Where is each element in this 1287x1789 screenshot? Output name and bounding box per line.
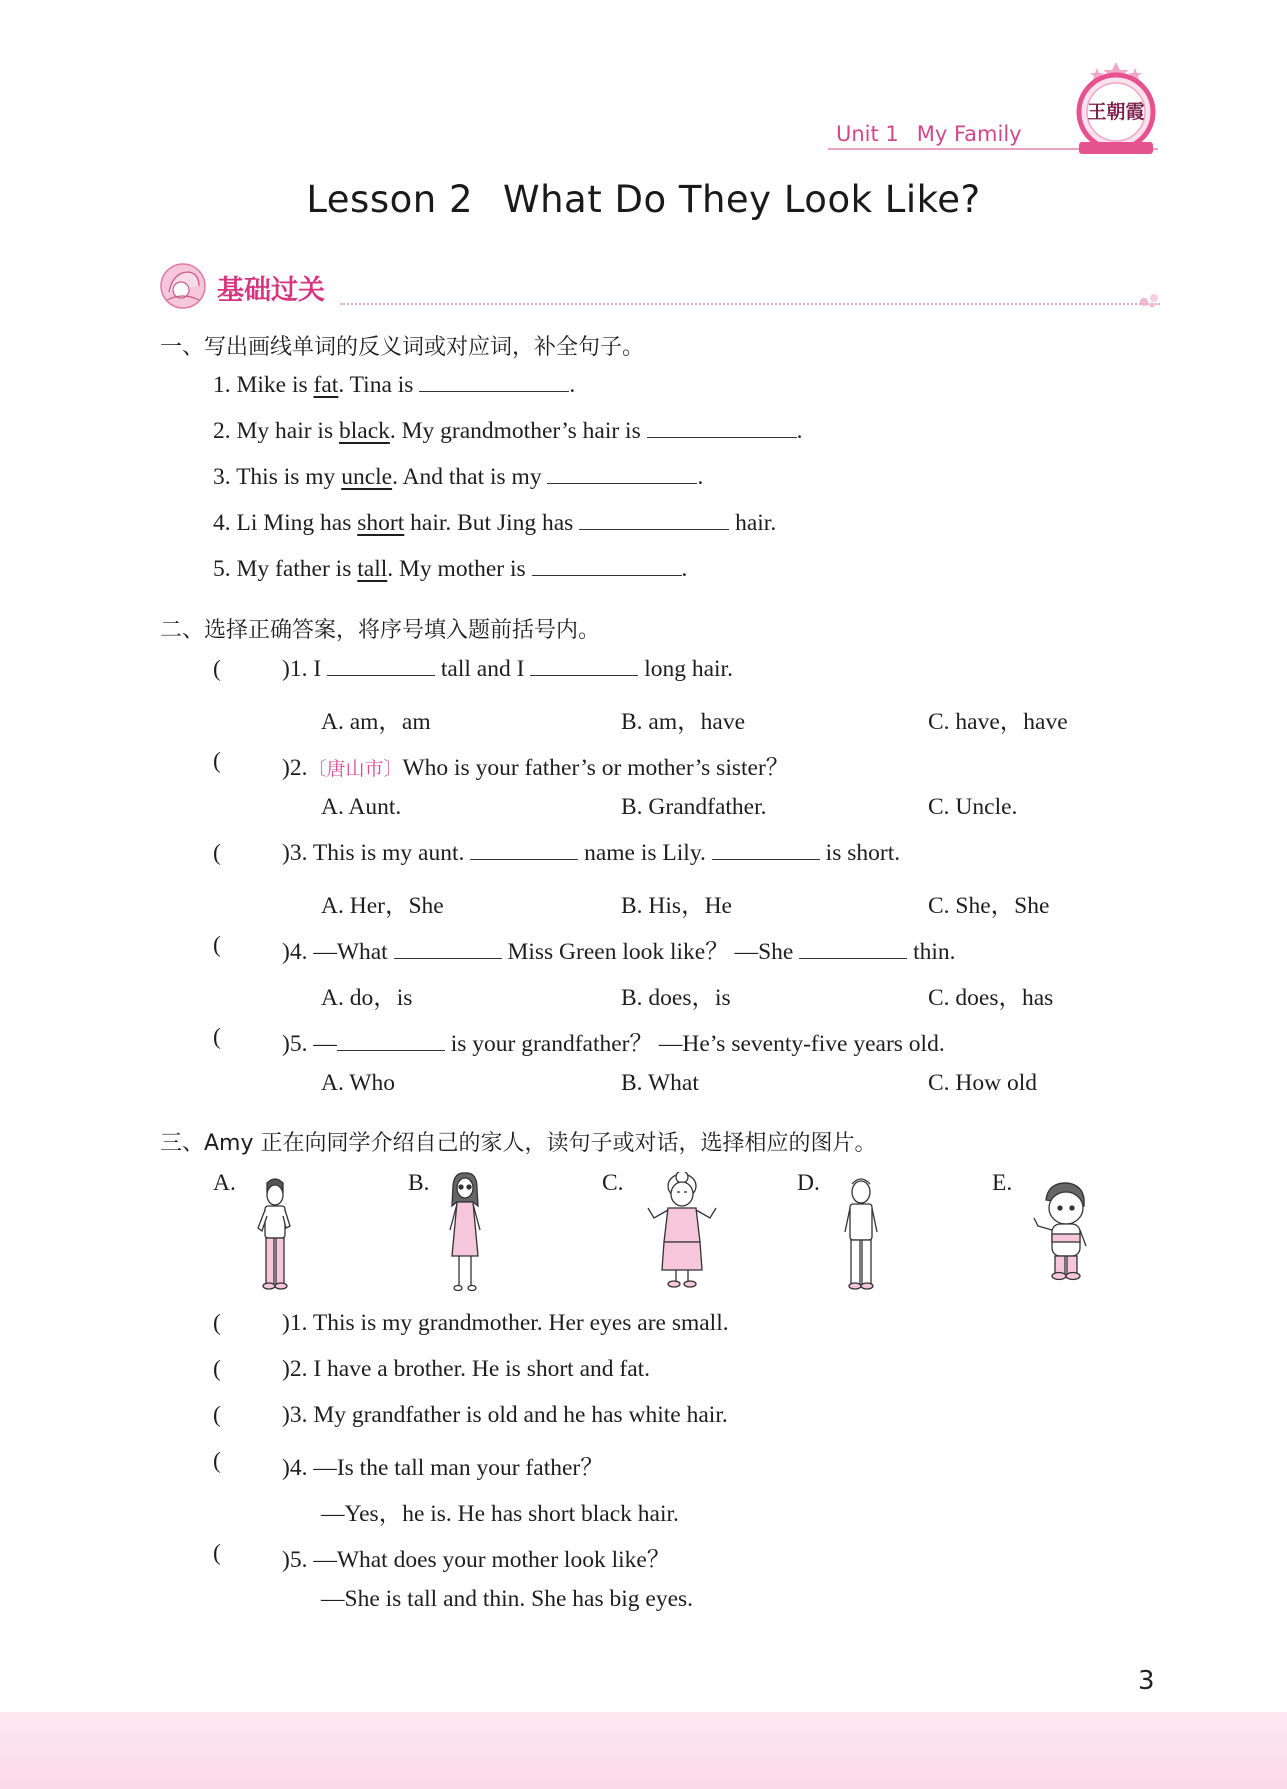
answer-blank[interactable] [419,373,569,392]
answer-paren[interactable]: ( [213,656,221,682]
part3-item-2: )2. I have a brother. He is short and fat. [282,1356,651,1382]
picture-label-e: E. [992,1170,1013,1196]
part2-heading: 二、选择正确答案，将序号填入题前括号内。 [160,618,601,643]
part1-item-1: 1. Mike is fat. Tina is . [213,372,576,398]
page-number: 3 [1138,1666,1155,1696]
divider-dots-icon [1138,290,1162,308]
part1-item-2: 2. My hair is black. My grandmother’s hair is . [213,418,803,444]
answer-paren[interactable]: ( [213,1448,221,1474]
brand-logo [1073,60,1159,156]
q5-option-b[interactable]: B. What [621,1070,699,1096]
section-title: 基础过关 [217,275,325,306]
answer-paren[interactable]: ( [213,1310,221,1336]
answer-blank[interactable] [532,557,682,576]
q2-option-a[interactable]: A. Aunt. [321,794,402,820]
answer-paren[interactable]: ( [213,748,221,774]
brand-text: 王朝霞 [1087,101,1145,123]
q1-option-b[interactable]: B. am，have [621,709,745,735]
picture-label-b: B. [408,1170,430,1196]
answer-blank[interactable] [327,657,435,676]
q2-option-b[interactable]: B. Grandfather. [621,794,767,820]
answer-blank[interactable] [712,841,820,860]
q5-option-c[interactable]: C. How old [928,1070,1038,1096]
q4-option-b[interactable]: B. does，is [621,985,731,1011]
footer-band [0,1712,1287,1789]
part1-item-4: 4. Li Ming has short hair. But Jing has hair. [213,510,777,536]
answer-paren[interactable]: ( [213,932,221,958]
picture-label-a: A. [213,1170,236,1196]
picture-label-c: C. [602,1170,624,1196]
q5-option-a[interactable]: A. Who [321,1070,395,1096]
picture-e-brother [1030,1180,1094,1284]
part2-q2: )2.〔唐山市〕Who is your father’s or mother’s sister？ [282,755,790,781]
answer-paren[interactable]: ( [213,1356,221,1382]
section-icon [159,262,207,310]
part1-heading: 一、写出画线单词的反义词或对应词，补全句子。 [160,335,645,360]
q3-option-b[interactable]: B. His，He [621,893,732,919]
part3-item-5-reply: —She is tall and thin. She has big eyes. [321,1586,694,1612]
answer-blank[interactable] [337,1032,445,1051]
q4-option-c[interactable]: C. does，has [928,985,1054,1011]
q4-option-a[interactable]: A. do，is [321,985,413,1011]
part1-item-5: 5. My father is tall. My mother is . [213,556,688,582]
unit-label: Unit 1 My Family [836,122,1022,146]
source-tag: 〔唐山市〕 [307,758,403,780]
part3-item-4: )4. —Is the tall man your father？ [282,1455,604,1481]
lesson-title: Lesson 2 What Do They Look Like? [306,178,981,221]
q3-option-c[interactable]: C. She，She [928,893,1050,919]
answer-blank[interactable] [647,419,797,438]
part1-item-3: 3. This is my uncle. And that is my . [213,464,704,490]
answer-paren[interactable]: ( [213,840,221,866]
picture-label-d: D. [797,1170,820,1196]
part3-item-1: )1. This is my grandmother. Her eyes are small. [282,1310,729,1336]
picture-c-grandmother [644,1172,720,1290]
answer-blank[interactable] [394,940,502,959]
answer-blank[interactable] [470,841,578,860]
picture-b-tall-woman [440,1172,490,1294]
part3-item-5: )5. —What does your mother look like？ [282,1547,671,1573]
answer-blank[interactable] [547,465,697,484]
part3-heading: 三、Amy 正在向同学介绍自己的家人，读句子或对话，选择相应的图片。 [160,1131,877,1156]
part2-q5: )5. — is your grandfather？ —He’s seventy-five years old. [282,1031,945,1057]
answer-blank[interactable] [579,511,729,530]
picture-a-tall-man [250,1176,300,1292]
answer-blank[interactable] [799,940,907,959]
q1-option-a[interactable]: A. am，am [321,709,431,735]
part3-item-3: )3. My grandfather is old and he has white hair. [282,1402,728,1428]
q2-option-c[interactable]: C. Uncle. [928,794,1018,820]
section-divider [340,303,1160,305]
answer-blank[interactable] [530,657,638,676]
q1-option-c[interactable]: C. have，have [928,709,1068,735]
answer-paren[interactable]: ( [213,1402,221,1428]
picture-d-grandfather [836,1172,886,1294]
part2-q1: )1. I tall and I long hair. [282,656,733,682]
answer-paren[interactable]: ( [213,1024,221,1050]
part3-item-4-reply: —Yes，he is. He has short black hair. [321,1501,679,1527]
part2-q4: )4. —What Miss Green look like？ —She thin. [282,939,956,965]
answer-paren[interactable]: ( [213,1540,221,1566]
part2-q3: )3. This is my aunt. name is Lily. is short. [282,840,901,866]
q3-option-a[interactable]: A. Her，She [321,893,444,919]
